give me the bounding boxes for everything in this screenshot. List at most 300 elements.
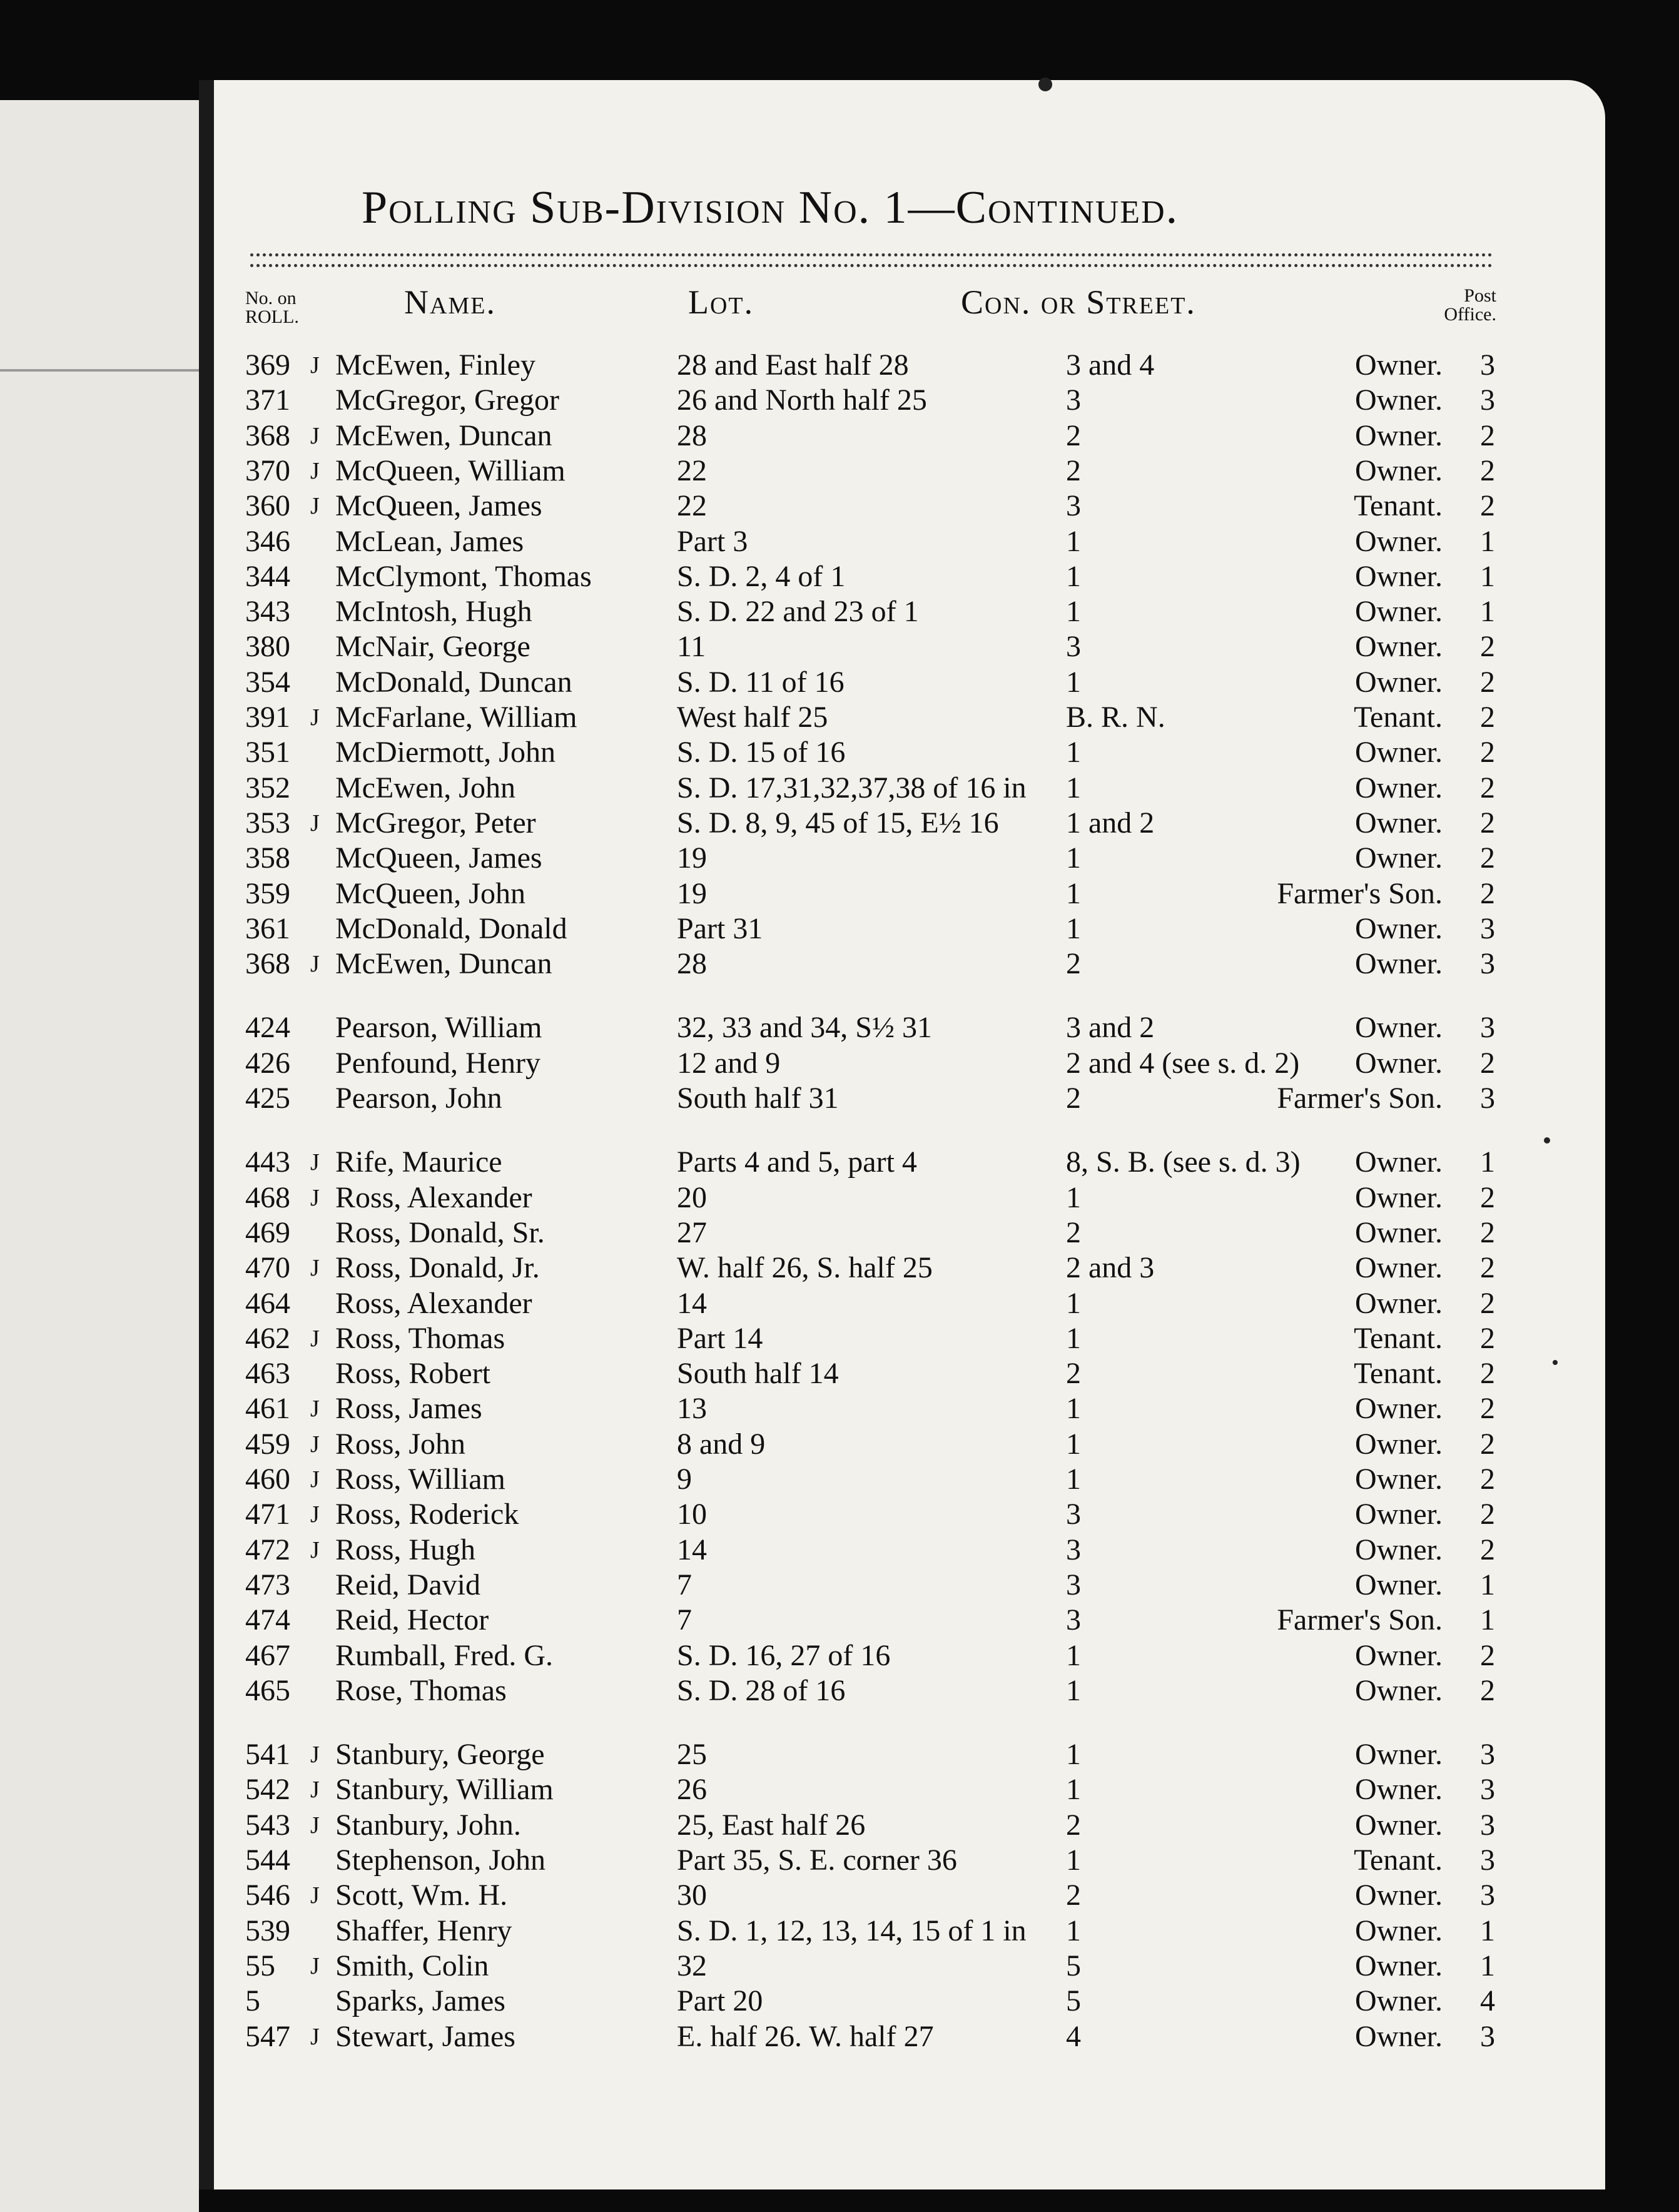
cell-status: Owner.	[1355, 1984, 1443, 2017]
cell-con: 3 and 4	[1066, 348, 1155, 382]
table-row	[0, 1568, 1679, 1603]
cell-con: 1	[1066, 912, 1081, 945]
cell-name: Sparks, James	[335, 1984, 505, 2017]
cell-lot: 22	[677, 454, 707, 487]
table-row	[0, 1010, 1679, 1045]
cell-lot: 32, 33 and 34, S½ 31	[677, 1011, 932, 1044]
cell-j: J	[310, 2024, 320, 2050]
table-row	[0, 1878, 1679, 1913]
cell-status: Owner.	[1355, 1392, 1443, 1425]
dotted-separator	[250, 253, 1493, 267]
cell-status: Farmer's Son.	[1277, 1082, 1443, 1115]
cell-con: 1	[1066, 1738, 1081, 1771]
cell-po: 2	[1480, 1428, 1495, 1461]
cell-roll: 346	[245, 525, 290, 558]
table-row	[0, 1497, 1679, 1532]
cell-roll: 541	[245, 1738, 290, 1771]
cell-con: 2	[1066, 947, 1081, 980]
cell-j: J	[310, 1812, 320, 1839]
cell-lot: 8 and 9	[677, 1428, 766, 1461]
cell-roll: 55	[245, 1949, 275, 1982]
cell-con: 1	[1066, 525, 1081, 558]
cell-po: 2	[1480, 1181, 1495, 1214]
cell-roll: 368	[245, 947, 290, 980]
cell-lot: 14	[677, 1533, 707, 1566]
table-row	[0, 946, 1679, 982]
cell-lot: E. half 26. W. half 27	[677, 2020, 934, 2053]
cell-roll: 351	[245, 736, 290, 769]
table-row	[0, 1984, 1679, 2019]
cell-po: 2	[1480, 1047, 1495, 1080]
cell-status: Owner.	[1355, 736, 1443, 769]
cell-po: 2	[1480, 841, 1495, 875]
cell-name: Ross, Roderick	[335, 1498, 519, 1531]
cell-j: J	[310, 1777, 320, 1803]
cell-status: Owner.	[1355, 2020, 1443, 2053]
cell-con: 1	[1066, 877, 1081, 910]
table-row	[0, 1772, 1679, 1807]
cell-po: 3	[1480, 1809, 1495, 1842]
cell-name: Pearson, John	[335, 1082, 502, 1115]
cell-con: 1	[1066, 1639, 1081, 1672]
cell-con: 3 and 2	[1066, 1011, 1155, 1044]
cell-po: 3	[1480, 1738, 1495, 1771]
cell-name: McQueen, John	[335, 877, 525, 910]
cell-po: 2	[1480, 454, 1495, 487]
table-row	[0, 665, 1679, 700]
cell-roll: 469	[245, 1216, 290, 1249]
cell-con: 5	[1066, 1949, 1081, 1982]
cell-con: 1	[1066, 1392, 1081, 1425]
cell-lot: 7	[677, 1603, 692, 1636]
cell-lot: 26 and North half 25	[677, 383, 927, 417]
cell-roll: 354	[245, 666, 290, 699]
cell-status: Owner.	[1355, 1533, 1443, 1566]
cell-roll: 539	[245, 1914, 290, 1947]
cell-status: Owner.	[1355, 1463, 1443, 1496]
cell-po: 1	[1480, 525, 1495, 558]
cell-j: J	[310, 1431, 320, 1458]
cell-con: 2	[1066, 1879, 1081, 1912]
cell-roll: 463	[245, 1357, 290, 1390]
table-row	[0, 419, 1679, 454]
cell-status: Tenant.	[1354, 701, 1443, 734]
cell-con: B. R. N.	[1066, 701, 1165, 734]
cell-status: Tenant.	[1354, 1357, 1443, 1390]
cell-roll: 426	[245, 1047, 290, 1080]
cell-lot: 12 and 9	[677, 1047, 781, 1080]
cell-status: Owner.	[1355, 912, 1443, 945]
table-row	[0, 1462, 1679, 1497]
cell-j: J	[310, 1466, 320, 1493]
cell-name: Ross, Donald, Jr.	[335, 1251, 540, 1284]
cell-roll: 371	[245, 383, 290, 417]
cell-roll: 391	[245, 701, 290, 734]
table-row	[0, 383, 1679, 418]
cell-po: 1	[1480, 595, 1495, 628]
cell-name: Pearson, William	[335, 1011, 542, 1044]
cell-con: 2	[1066, 1809, 1081, 1842]
cell-status: Owner.	[1355, 560, 1443, 593]
cell-roll: 473	[245, 1568, 290, 1601]
cell-roll: 344	[245, 560, 290, 593]
table-row	[0, 1321, 1679, 1356]
cell-roll: 546	[245, 1879, 290, 1912]
cell-name: Ross, Donald, Sr.	[335, 1216, 545, 1249]
cell-name: McEwen, Duncan	[335, 947, 552, 980]
table-row	[0, 1046, 1679, 1081]
cell-status: Owner.	[1355, 1773, 1443, 1806]
cell-lot: S. D. 11 of 16	[677, 666, 845, 699]
cell-status: Owner.	[1355, 595, 1443, 628]
cell-con: 5	[1066, 1984, 1081, 2017]
cell-status: Farmer's Son.	[1277, 1603, 1443, 1636]
cell-j: J	[310, 951, 320, 977]
cell-po: 3	[1480, 912, 1495, 945]
cell-name: McEwen, Duncan	[335, 419, 552, 452]
cell-status: Owner.	[1355, 525, 1443, 558]
cell-name: Scott, Wm. H.	[335, 1879, 508, 1912]
cell-lot: 30	[677, 1879, 707, 1912]
cell-name: McQueen, James	[335, 489, 542, 522]
cell-po: 2	[1480, 419, 1495, 452]
cell-po: 2	[1480, 1533, 1495, 1566]
cell-po: 3	[1480, 1879, 1495, 1912]
cell-con: 1	[1066, 771, 1081, 804]
cell-status: Owner.	[1355, 806, 1443, 840]
cell-con: 1	[1066, 736, 1081, 769]
cell-po: 2	[1480, 1216, 1495, 1249]
cell-roll: 465	[245, 1674, 290, 1707]
cell-status: Owner.	[1355, 1738, 1443, 1771]
cell-lot: Part 20	[677, 1984, 763, 2017]
cell-name: Shaffer, Henry	[335, 1914, 512, 1947]
cell-name: Rife, Maurice	[335, 1145, 502, 1179]
cell-name: Smith, Colin	[335, 1949, 489, 1982]
cell-lot: S. D. 15 of 16	[677, 736, 846, 769]
cell-j: J	[310, 1255, 320, 1281]
cell-status: Owner.	[1355, 947, 1443, 980]
cell-lot: South half 14	[677, 1357, 839, 1390]
cell-lot: Part 3	[677, 525, 748, 558]
table-row	[0, 1391, 1679, 1426]
cell-roll: 464	[245, 1287, 290, 1320]
cell-con: 3	[1066, 1533, 1081, 1566]
cell-name: Penfound, Henry	[335, 1047, 540, 1080]
header-con-street: Con. or Street.	[961, 283, 1196, 321]
cell-con: 1 and 2	[1066, 806, 1155, 840]
cell-lot: S. D. 8, 9, 45 of 15, E½ 16	[677, 806, 999, 840]
cell-po: 3	[1480, 1011, 1495, 1044]
cell-con: 2 and 3	[1066, 1251, 1155, 1284]
cell-status: Owner.	[1355, 1145, 1443, 1179]
cell-status: Owner.	[1355, 1949, 1443, 1982]
cell-lot: S. D. 16, 27 of 16	[677, 1639, 891, 1672]
cell-roll: 471	[245, 1498, 290, 1531]
cell-con: 3	[1066, 1603, 1081, 1636]
cell-con: 1	[1066, 560, 1081, 593]
cell-lot: S. D. 22 and 23 of 1	[677, 595, 919, 628]
cell-status: Tenant.	[1354, 1844, 1443, 1877]
table-row	[0, 1215, 1679, 1251]
cell-name: Ross, Alexander	[335, 1181, 532, 1214]
cell-name: Ross, Hugh	[335, 1533, 476, 1566]
cell-lot: 28 and East half 28	[677, 348, 909, 382]
cell-po: 2	[1480, 1357, 1495, 1390]
cell-lot: Part 31	[677, 912, 763, 945]
table-row	[0, 1145, 1679, 1180]
cell-roll: 443	[245, 1145, 290, 1179]
cell-lot: 11	[677, 630, 706, 663]
cell-roll: 543	[245, 1809, 290, 1842]
cell-roll: 425	[245, 1082, 290, 1115]
cell-status: Owner.	[1355, 1216, 1443, 1249]
cell-j: J	[310, 1326, 320, 1352]
cell-name: McFarlane, William	[335, 701, 577, 734]
cell-roll: 380	[245, 630, 290, 663]
cell-lot: S. D. 28 of 16	[677, 1674, 846, 1707]
ink-speck	[1553, 1360, 1558, 1365]
cell-con: 1	[1066, 1914, 1081, 1947]
cell-con: 2	[1066, 1082, 1081, 1115]
table-row	[0, 1914, 1679, 1949]
table-row	[0, 524, 1679, 559]
cell-con: 1	[1066, 1287, 1081, 1320]
cell-po: 3	[1480, 348, 1495, 382]
cell-roll: 370	[245, 454, 290, 487]
cell-roll: 472	[245, 1533, 290, 1566]
cell-lot: 14	[677, 1287, 707, 1320]
cell-lot: 28	[677, 419, 707, 452]
cell-lot: Part 35, S. E. corner 36	[677, 1844, 957, 1877]
cell-j: J	[310, 1537, 320, 1563]
cell-po: 2	[1480, 1251, 1495, 1284]
cell-name: McDonald, Duncan	[335, 666, 572, 699]
table-row	[0, 1737, 1679, 1772]
page-title: Polling Sub-Division No. 1—Continued.	[362, 182, 1179, 233]
cell-lot: South half 31	[677, 1082, 839, 1115]
cell-roll: 462	[245, 1322, 290, 1355]
cell-lot: 22	[677, 489, 707, 522]
table-row	[0, 1638, 1679, 1673]
table-row	[0, 454, 1679, 489]
cell-name: Stanbury, John.	[335, 1809, 521, 1842]
cell-name: McGregor, Gregor	[335, 383, 559, 417]
cell-status: Owner.	[1355, 1498, 1443, 1531]
cell-status: Owner.	[1355, 454, 1443, 487]
header-post-office-line2: Office.	[1444, 304, 1496, 325]
cell-status: Owner.	[1355, 771, 1443, 804]
cell-con: 1	[1066, 1844, 1081, 1877]
cell-roll: 360	[245, 489, 290, 522]
cell-po: 1	[1480, 1145, 1495, 1179]
cell-po: 2	[1480, 630, 1495, 663]
cell-status: Farmer's Son.	[1277, 877, 1443, 910]
cell-name: Ross, James	[335, 1392, 482, 1425]
cell-con: 2	[1066, 454, 1081, 487]
cell-con: 1	[1066, 1674, 1081, 1707]
table-row	[0, 489, 1679, 524]
cell-con: 1	[1066, 1181, 1081, 1214]
cell-po: 1	[1480, 1568, 1495, 1601]
cell-roll: 369	[245, 348, 290, 382]
cell-j: J	[310, 493, 320, 519]
table-row	[0, 1180, 1679, 1215]
cell-name: Reid, David	[335, 1568, 480, 1601]
cell-name: Ross, Alexander	[335, 1287, 532, 1320]
table-row	[0, 1673, 1679, 1708]
cell-name: McClymont, Thomas	[335, 560, 592, 593]
cell-con: 4	[1066, 2020, 1081, 2053]
table-row	[0, 1427, 1679, 1462]
cell-status: Owner.	[1355, 1914, 1443, 1947]
cell-roll: 468	[245, 1181, 290, 1214]
header-roll-line1: No. on	[245, 288, 297, 308]
cell-name: Ross, Thomas	[335, 1322, 505, 1355]
cell-lot: 20	[677, 1181, 707, 1214]
cell-name: Ross, William	[335, 1463, 505, 1496]
table-row	[0, 1949, 1679, 1984]
cell-name: McQueen, William	[335, 454, 566, 487]
cell-roll: 470	[245, 1251, 290, 1284]
table-row	[0, 1843, 1679, 1878]
cell-status: Owner.	[1355, 1047, 1443, 1080]
cell-roll: 352	[245, 771, 290, 804]
cell-roll: 542	[245, 1773, 290, 1806]
cell-po: 2	[1480, 1674, 1495, 1707]
table-row	[0, 911, 1679, 946]
cell-name: Ross, John	[335, 1428, 466, 1461]
ink-speck	[1038, 78, 1052, 91]
cell-name: Stewart, James	[335, 2020, 515, 2053]
cell-con: 3	[1066, 1568, 1081, 1601]
cell-lot: 28	[677, 947, 707, 980]
cell-po: 2	[1480, 806, 1495, 840]
cell-po: 3	[1480, 383, 1495, 417]
cell-lot: 7	[677, 1568, 692, 1601]
cell-con: 1	[1066, 1322, 1081, 1355]
cell-con: 1	[1066, 1463, 1081, 1496]
cell-name: McNair, George	[335, 630, 530, 663]
header-post-office-line1: Post	[1464, 285, 1496, 306]
cell-j: J	[310, 704, 320, 731]
cell-name: Rose, Thomas	[335, 1674, 507, 1707]
cell-con: 2	[1066, 1216, 1081, 1249]
cell-roll: 359	[245, 877, 290, 910]
cell-status: Owner.	[1355, 1287, 1443, 1320]
cell-roll: 368	[245, 419, 290, 452]
cell-j: J	[310, 458, 320, 484]
cell-po: 2	[1480, 1498, 1495, 1531]
cell-po: 2	[1480, 736, 1495, 769]
table-row	[0, 876, 1679, 911]
cell-name: McGregor, Peter	[335, 806, 536, 840]
cell-name: Rumball, Fred. G.	[335, 1639, 553, 1672]
header-post-office	[1436, 287, 1496, 324]
cell-lot: 32	[677, 1949, 707, 1982]
cell-lot: 19	[677, 877, 707, 910]
cell-name: McQueen, James	[335, 841, 542, 875]
cell-status: Owner.	[1355, 1251, 1443, 1284]
cell-po: 3	[1480, 1082, 1495, 1115]
cell-po: 1	[1480, 1603, 1495, 1636]
cell-j: J	[310, 423, 320, 449]
cell-po: 1	[1480, 1949, 1495, 1982]
header-roll-line2: ROLL.	[245, 307, 299, 327]
cell-lot: Part 14	[677, 1322, 763, 1355]
cell-lot: 9	[677, 1463, 692, 1496]
cell-j: J	[310, 1149, 320, 1175]
cell-po: 2	[1480, 877, 1495, 910]
table-row	[0, 2019, 1679, 2054]
cell-name: McEwen, Finley	[335, 348, 535, 382]
cell-roll: 353	[245, 806, 290, 840]
cell-lot: 25	[677, 1738, 707, 1771]
cell-status: Tenant.	[1354, 489, 1443, 522]
table-row	[0, 735, 1679, 770]
table-row	[0, 806, 1679, 841]
table-row	[0, 1251, 1679, 1286]
cell-roll: 361	[245, 912, 290, 945]
cell-con: 3	[1066, 1498, 1081, 1531]
cell-status: Owner.	[1355, 1674, 1443, 1707]
cell-po: 2	[1480, 489, 1495, 522]
cell-roll: 474	[245, 1603, 290, 1636]
cell-j: J	[310, 810, 320, 836]
cell-name: McDiermott, John	[335, 736, 555, 769]
cell-lot: 13	[677, 1392, 707, 1425]
header-lot: Lot.	[688, 283, 754, 321]
cell-po: 3	[1480, 947, 1495, 980]
cell-con: 1	[1066, 595, 1081, 628]
cell-con: 8, S. B. (see s. d. 3)	[1066, 1145, 1301, 1179]
cell-roll: 343	[245, 595, 290, 628]
cell-lot: W. half 26, S. half 25	[677, 1251, 933, 1284]
cell-status: Owner.	[1355, 419, 1443, 452]
cell-status: Owner.	[1355, 1879, 1443, 1912]
cell-name: Ross, Robert	[335, 1357, 491, 1390]
cell-status: Owner.	[1355, 1181, 1443, 1214]
cell-j: J	[310, 1742, 320, 1768]
cell-name: Stanbury, William	[335, 1773, 554, 1806]
cell-po: 3	[1480, 1844, 1495, 1877]
cell-po: 3	[1480, 2020, 1495, 2053]
cell-lot: 10	[677, 1498, 707, 1531]
cell-j: J	[310, 352, 320, 378]
cell-roll: 424	[245, 1011, 290, 1044]
cell-j: J	[310, 1185, 320, 1211]
cell-po: 2	[1480, 1322, 1495, 1355]
cell-po: 2	[1480, 701, 1495, 734]
header-name: Name.	[404, 283, 496, 321]
cell-lot: S. D. 1, 12, 13, 14, 15 of 1 in	[677, 1914, 1027, 1947]
cell-name: Stephenson, John	[335, 1844, 545, 1877]
cell-po: 2	[1480, 666, 1495, 699]
cell-lot: 27	[677, 1216, 707, 1249]
cell-lot: 19	[677, 841, 707, 875]
cell-j: J	[310, 1953, 320, 1979]
cell-status: Owner.	[1355, 1011, 1443, 1044]
cell-status: Owner.	[1355, 348, 1443, 382]
cell-con: 1	[1066, 1428, 1081, 1461]
cell-status: Owner.	[1355, 630, 1443, 663]
cell-po: 2	[1480, 1639, 1495, 1672]
cell-status: Owner.	[1355, 841, 1443, 875]
cell-po: 2	[1480, 1392, 1495, 1425]
table-row	[0, 1081, 1679, 1116]
cell-con: 1	[1066, 666, 1081, 699]
cell-name: Stanbury, George	[335, 1738, 545, 1771]
